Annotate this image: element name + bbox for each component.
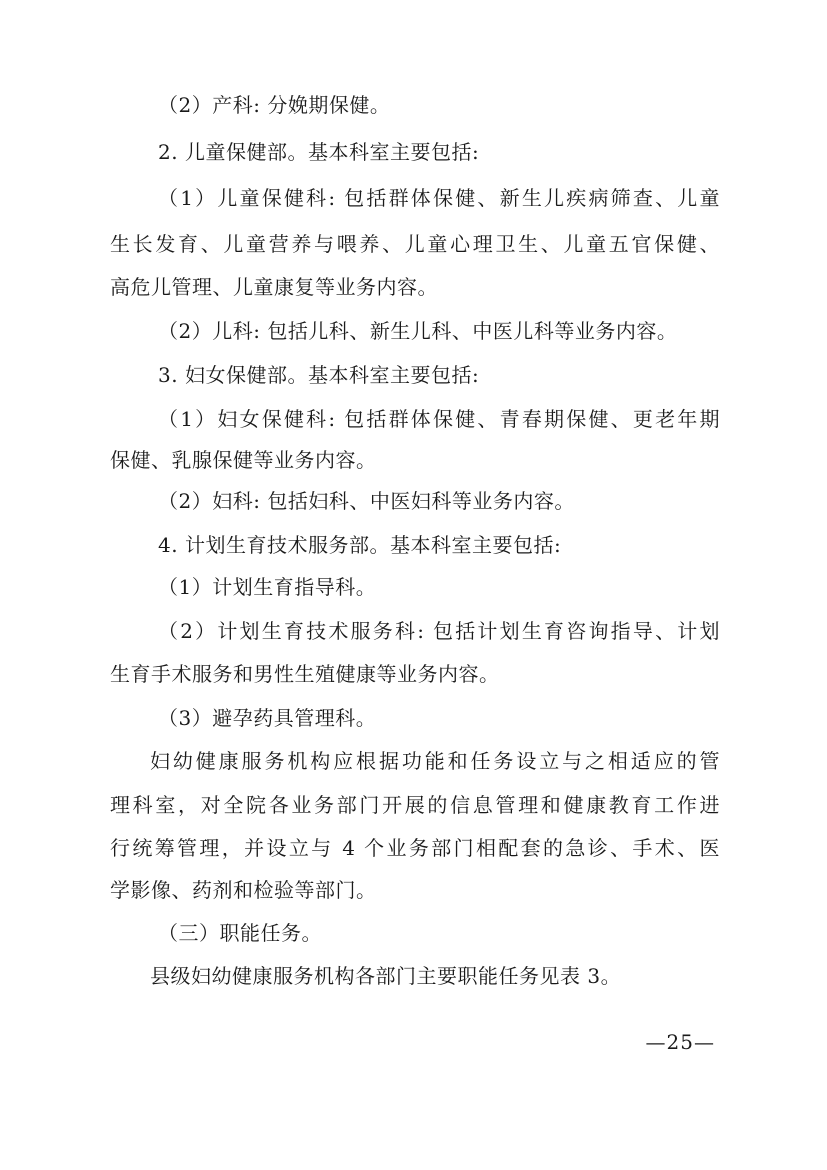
text-line-child-health-3: 高危儿管理、儿童康复等业务内容。 — [110, 275, 438, 299]
text-line-management-1: 妇幼健康服务机构应根据功能和任务设立与之相适应的管 — [150, 749, 720, 773]
text-line-pediatrics: （2）儿科: 包括儿科、新生儿科、中医儿科等业务内容。 — [158, 319, 678, 343]
page-number: —25— — [645, 1030, 715, 1054]
text-line-contraceptive-management: （3）避孕药具管理科。 — [158, 706, 377, 730]
text-line-women-health-1: （1）妇女保健科: 包括群体保健、青春期保健、更老年期 — [158, 407, 720, 431]
text-line-functions-table: 县级妇幼健康服务机构各部门主要职能任务见表 3。 — [150, 964, 622, 988]
heading-family-planning-dept: 4. 计划生育技术服务部。基本科室主要包括: — [158, 533, 562, 557]
heading-women-health-dept: 3. 妇女保健部。基本科室主要包括: — [158, 363, 480, 387]
text-line-child-health-2: 生长发育、儿童营养与喂养、儿童心理卫生、儿童五官保健、 — [110, 232, 720, 256]
text-line-obstetrics: （2）产科: 分娩期保健。 — [158, 93, 391, 117]
text-line-gynecology: （2）妇科: 包括妇科、中医妇科等业务内容。 — [158, 489, 575, 513]
text-line-management-2: 理科室，对全院各业务部门开展的信息管理和健康教育工作进 — [110, 793, 720, 817]
heading-child-health-dept: 2. 儿童保健部。基本科室主要包括: — [158, 140, 480, 164]
text-line-management-4: 学影像、药剂和检验等部门。 — [110, 878, 377, 902]
text-line-family-planning-service-2: 生育手术服务和男性生殖健康等业务内容。 — [110, 662, 500, 686]
text-line-child-health-1: （1）儿童保健科: 包括群体保健、新生儿疾病筛查、儿童 — [158, 186, 720, 210]
text-line-family-planning-service-1: （2）计划生育技术服务科: 包括计划生育咨询指导、计划 — [158, 619, 720, 643]
heading-functions: （三）职能任务。 — [158, 921, 322, 945]
text-line-management-3: 行统筹管理，并设立与 4 个业务部门相配套的急诊、手术、医 — [110, 836, 720, 860]
text-line-women-health-2: 保健、乳腺保健等业务内容。 — [110, 448, 377, 472]
text-line-family-planning-guidance: （1）计划生育指导科。 — [158, 575, 377, 599]
